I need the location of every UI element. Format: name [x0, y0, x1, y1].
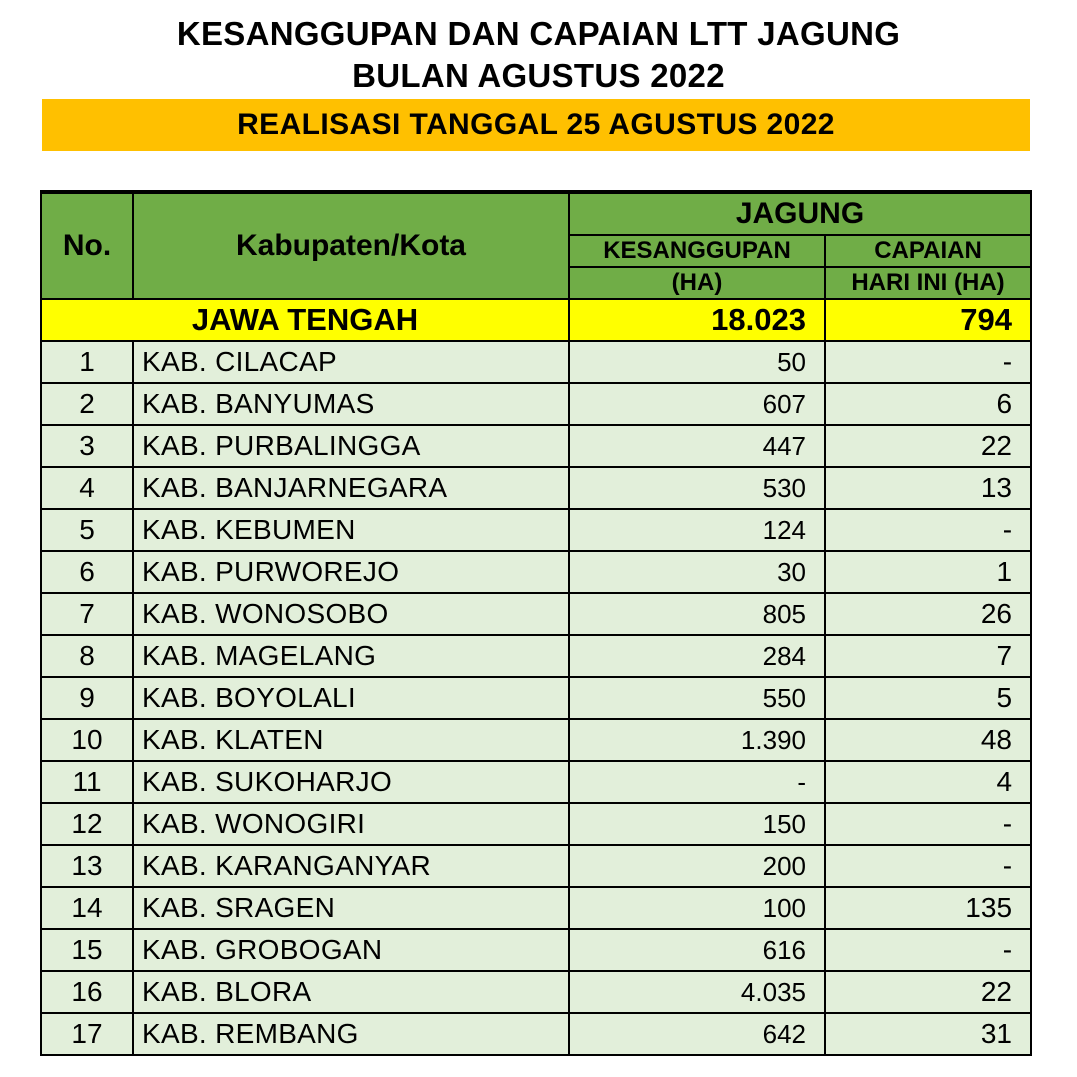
row-kesanggupan: 607 — [569, 383, 825, 425]
total-kesanggupan: 18.023 — [569, 299, 825, 341]
row-name: KAB. SUKOHARJO — [133, 761, 569, 803]
row-name: KAB. WONOSOBO — [133, 593, 569, 635]
date-banner: REALISASI TANGGAL 25 AGUSTUS 2022 — [42, 99, 1030, 151]
table-row — [41, 1013, 1031, 1055]
row-name: KAB. BANJARNEGARA — [133, 467, 569, 509]
header-jagung: JAGUNG — [569, 192, 1031, 235]
table-row — [41, 425, 1031, 467]
total-name: JAWA TENGAH — [41, 299, 569, 341]
row-name: KAB. KLATEN — [133, 719, 569, 761]
row-kesanggupan: 50 — [569, 341, 825, 383]
row-kesanggupan: 100 — [569, 887, 825, 929]
table-row — [41, 509, 1031, 551]
row-capaian: 22 — [825, 425, 1031, 467]
row-no: 6 — [41, 551, 133, 593]
table-row — [41, 677, 1031, 719]
header-kesanggupan-unit: (HA) — [569, 267, 825, 299]
row-name: KAB. GROBOGAN — [133, 929, 569, 971]
table-row — [41, 551, 1031, 593]
row-capaian: 13 — [825, 467, 1031, 509]
row-no: 5 — [41, 509, 133, 551]
table-body — [41, 192, 1031, 1055]
row-kesanggupan: 447 — [569, 425, 825, 467]
row-capaian: - — [825, 929, 1031, 971]
row-capaian: 135 — [825, 887, 1031, 929]
total-row — [41, 299, 1031, 341]
row-name: KAB. SRAGEN — [133, 887, 569, 929]
row-capaian: 1 — [825, 551, 1031, 593]
row-capaian: - — [825, 803, 1031, 845]
table-row — [41, 467, 1031, 509]
row-capaian: 5 — [825, 677, 1031, 719]
row-name: KAB. CILACAP — [133, 341, 569, 383]
table-row — [41, 929, 1031, 971]
row-no: 1 — [41, 341, 133, 383]
row-name: KAB. BLORA — [133, 971, 569, 1013]
row-capaian: 6 — [825, 383, 1031, 425]
row-kesanggupan: 530 — [569, 467, 825, 509]
row-no: 4 — [41, 467, 133, 509]
row-kesanggupan: 4.035 — [569, 971, 825, 1013]
table-row — [41, 719, 1031, 761]
row-no: 14 — [41, 887, 133, 929]
row-kesanggupan: - — [569, 761, 825, 803]
row-name: KAB. BANYUMAS — [133, 383, 569, 425]
row-no: 2 — [41, 383, 133, 425]
row-kesanggupan: 200 — [569, 845, 825, 887]
header-region: Kabupaten/Kota — [133, 192, 569, 299]
header-capaian: CAPAIAN — [825, 235, 1031, 267]
page-title: KESANGGUPAN DAN CAPAIAN LTT JAGUNG — [176, 15, 901, 52]
ltt-table — [40, 190, 1032, 1056]
page-subtitle: BULAN AGUSTUS 2022 — [352, 57, 725, 94]
row-kesanggupan: 284 — [569, 635, 825, 677]
row-kesanggupan: 1.390 — [569, 719, 825, 761]
table-row — [41, 635, 1031, 677]
table-row — [41, 593, 1031, 635]
row-no: 8 — [41, 635, 133, 677]
row-no: 17 — [41, 1013, 133, 1055]
row-kesanggupan: 124 — [569, 509, 825, 551]
row-no: 11 — [41, 761, 133, 803]
row-capaian: 7 — [825, 635, 1031, 677]
table-row — [41, 341, 1031, 383]
row-capaian: 31 — [825, 1013, 1031, 1055]
table-row — [41, 803, 1031, 845]
row-no: 10 — [41, 719, 133, 761]
table-row — [41, 887, 1031, 929]
total-capaian: 794 — [825, 299, 1031, 341]
row-kesanggupan: 616 — [569, 929, 825, 971]
row-name: KAB. KEBUMEN — [133, 509, 569, 551]
row-kesanggupan: 642 — [569, 1013, 825, 1055]
row-name: KAB. KARANGANYAR — [133, 845, 569, 887]
row-no: 15 — [41, 929, 133, 971]
row-no: 13 — [41, 845, 133, 887]
row-name: KAB. MAGELANG — [133, 635, 569, 677]
row-no: 9 — [41, 677, 133, 719]
row-name: KAB. PURBALINGGA — [133, 425, 569, 467]
row-name: KAB. PURWOREJO — [133, 551, 569, 593]
row-capaian: 48 — [825, 719, 1031, 761]
header-no: No. — [41, 192, 133, 299]
table-row — [41, 971, 1031, 1013]
row-no: 16 — [41, 971, 133, 1013]
row-kesanggupan: 550 — [569, 677, 825, 719]
row-capaian: 26 — [825, 593, 1031, 635]
row-capaian: - — [825, 341, 1031, 383]
row-capaian: 22 — [825, 971, 1031, 1013]
header-capaian-unit: HARI INI (HA) — [825, 267, 1031, 299]
row-name: KAB. WONOGIRI — [133, 803, 569, 845]
row-no: 12 — [41, 803, 133, 845]
row-kesanggupan: 30 — [569, 551, 825, 593]
row-name: KAB. BOYOLALI — [133, 677, 569, 719]
header-kesanggupan: KESANGGUPAN — [569, 235, 825, 267]
row-capaian: - — [825, 845, 1031, 887]
table-row — [41, 761, 1031, 803]
row-capaian: 4 — [825, 761, 1031, 803]
row-name: KAB. REMBANG — [133, 1013, 569, 1055]
row-kesanggupan: 150 — [569, 803, 825, 845]
row-kesanggupan: 805 — [569, 593, 825, 635]
row-capaian: - — [825, 509, 1031, 551]
row-no: 7 — [41, 593, 133, 635]
row-no: 3 — [41, 425, 133, 467]
table-row — [41, 383, 1031, 425]
table-row — [41, 845, 1031, 887]
